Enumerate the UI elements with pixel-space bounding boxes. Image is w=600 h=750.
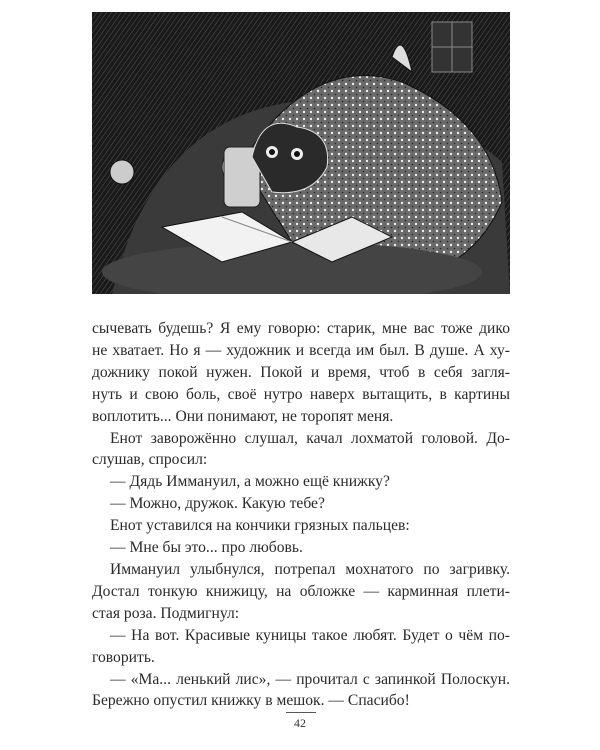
text-line: — На вот. Красивые куницы такое любят. Будет о чём по-: [110, 626, 510, 644]
text-line: — Мне бы это... про любовь.: [110, 539, 303, 557]
text-line: стая роза. Подмигнул:: [92, 604, 240, 622]
page-number: 42: [294, 716, 306, 730]
text-line: слушав, спросил:: [92, 451, 208, 469]
page-number-rule: [286, 712, 316, 713]
text-line: не хватает. Но я — художник и всегда им был. В душе. А ху-: [92, 341, 510, 359]
text-line: сычевать будешь? Я ему говорю: старик, мне вас тоже дико: [92, 320, 510, 337]
text-line: говорить.: [92, 648, 155, 666]
text-line: — Можно, дружок. Какую тебе?: [110, 495, 325, 513]
text-line: дожнику покой нужен. Покой и время, чтоб в себя загля-: [92, 363, 510, 381]
text-line: Достал тонкую книжицу, на обложке — карминная плети-: [92, 582, 510, 600]
text-line: — Дядь Иммануил, а можно ещё книжку?: [110, 473, 390, 491]
text-line: воплотить... Они понимают, не торопят меня.: [92, 407, 394, 425]
raccoon-illustration: [92, 12, 510, 294]
body-text: [92, 318, 510, 712]
text-line: Енот заворожённо слушал, качал лохматой головой. До-: [110, 429, 510, 447]
text-line: Бережно опустил книжку в мешок. — Спасибо!: [92, 692, 410, 710]
text-line: Иммануил улыбнулся, потрепал мохнатого по загривку.: [110, 560, 510, 578]
text-line: Енот уставился на кончики грязных пальцев:: [110, 517, 410, 535]
text-line: нуть и свою боль, своё нутро наверх вытащить, в картины: [92, 385, 510, 403]
text-line: — «Ма... ленький лис», — прочитал с запинкой Полоскун.: [110, 670, 510, 688]
